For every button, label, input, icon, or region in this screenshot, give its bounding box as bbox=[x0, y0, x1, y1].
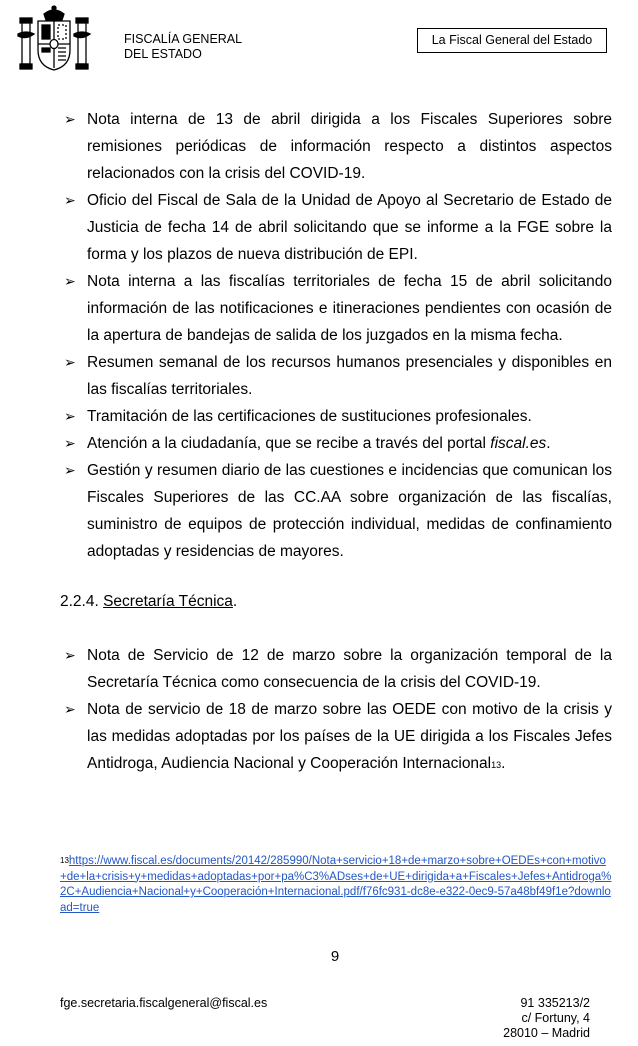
footer-city: 28010 – Madrid bbox=[503, 1026, 590, 1040]
section-number: 2.2.4. bbox=[60, 593, 104, 610]
section-title: Secretaría Técnica bbox=[103, 593, 233, 610]
bullet-list-1 bbox=[60, 106, 612, 565]
coat-of-arms-icon bbox=[16, 4, 92, 74]
page-header bbox=[0, 0, 638, 90]
portal-name: fiscal.es bbox=[490, 435, 547, 452]
footer-phone: 91 335213/2 bbox=[520, 996, 590, 1010]
arrow-bullet-icon: ➢ bbox=[64, 435, 76, 451]
arrow-bullet-icon: ➢ bbox=[64, 273, 76, 289]
organization-name bbox=[124, 32, 242, 62]
footer-address bbox=[490, 996, 590, 1041]
section-heading: 2.2.4. Secretaría Técnica. bbox=[60, 593, 238, 610]
list-item: ➢ Oficio del Fiscal de Sala de la Unidad de Apoyo al Secretario de Estado de Justicia de fecha 14 de abril solicitando que se informe a la FGE sobre la forma y los plazos de nueva distribución de EPI. bbox=[60, 187, 612, 268]
arrow-bullet-icon: ➢ bbox=[64, 111, 76, 127]
list-item: ➢ Tramitación de las certificaciones de sustituciones profesionales. bbox=[60, 403, 612, 430]
org-line-2: DEL ESTADO bbox=[124, 47, 202, 61]
bullet-list-2 bbox=[60, 642, 612, 779]
list-item: ➢ Nota de servicio de 18 de marzo sobre las OEDE con motivo de la crisis y las medidas adoptadas por los países de la UE dirigida a los Fiscales Jefes Antidroga, Audiencia Nacional y Cooperación Internacional13. bbox=[60, 696, 612, 779]
header-title-box: La Fiscal General del Estado bbox=[417, 28, 607, 53]
list-item: ➢ Nota interna a las fiscalías territoriales de fecha 15 de abril solicitando información de las notificaciones e itineraciones pendientes con ocasión de la apertura de bandejas de salida de los juzgados en la misma fecha. bbox=[60, 268, 612, 349]
arrow-bullet-icon: ➢ bbox=[64, 701, 76, 717]
list-item: ➢ Nota de Servicio de 12 de marzo sobre la organización temporal de la Secretaría Técnica como consecuencia de la crisis del COVID-19. bbox=[60, 642, 612, 696]
list-item: ➢ Atención a la ciudadanía, que se recibe a través del portal fiscal.es. bbox=[60, 430, 612, 457]
arrow-bullet-icon: ➢ bbox=[64, 408, 76, 424]
footnote-link[interactable]: https://www.fiscal.es/documents/20142/285990/Nota+servicio+18+de+marzo+sobre+OEDEs+con+motivo+de+la+crisis+y+medidas+adoptadas+por+pa%C3%ADses+de+UE+dirigida+a+Fiscales+Jefes+Antidroga%2C+Audiencia+Nacional+y+Cooperación+Internacional.pdf/f76fc931-dc8e-e322-0ec9-57a48bf49f1e?download=true bbox=[60, 855, 612, 914]
org-line-1: FISCALÍA GENERAL bbox=[124, 32, 243, 46]
arrow-bullet-icon: ➢ bbox=[64, 462, 76, 478]
footnote-reference[interactable]: 13 bbox=[491, 760, 502, 770]
footer-street: c/ Fortuny, 4 bbox=[521, 1011, 590, 1025]
arrow-bullet-icon: ➢ bbox=[64, 354, 76, 370]
footnote bbox=[60, 854, 612, 916]
arrow-bullet-icon: ➢ bbox=[64, 647, 76, 663]
arrow-bullet-icon: ➢ bbox=[64, 192, 76, 208]
list-item: ➢ Gestión y resumen diario de las cuestiones e incidencias que comunican los Fiscales Superiores de las CC.AA sobre organización de las fiscalías, suministro de equipos de protección individual, medidas de confinamiento adoptadas y residencias de mayores. bbox=[60, 457, 612, 565]
page-number: 9 bbox=[330, 948, 340, 965]
footnote-number: 13 bbox=[60, 856, 69, 865]
list-item: ➢ Nota interna de 13 de abril dirigida a los Fiscales Superiores sobre remisiones periódicas de información respecto a distintos aspectos relacionados con la crisis del COVID-19. bbox=[60, 106, 612, 187]
list-item: ➢ Resumen semanal de los recursos humanos presenciales y disponibles en las fiscalías territoriales. bbox=[60, 349, 612, 403]
footer-email: fge.secretaria.fiscalgeneral@fiscal.es bbox=[60, 996, 268, 1010]
